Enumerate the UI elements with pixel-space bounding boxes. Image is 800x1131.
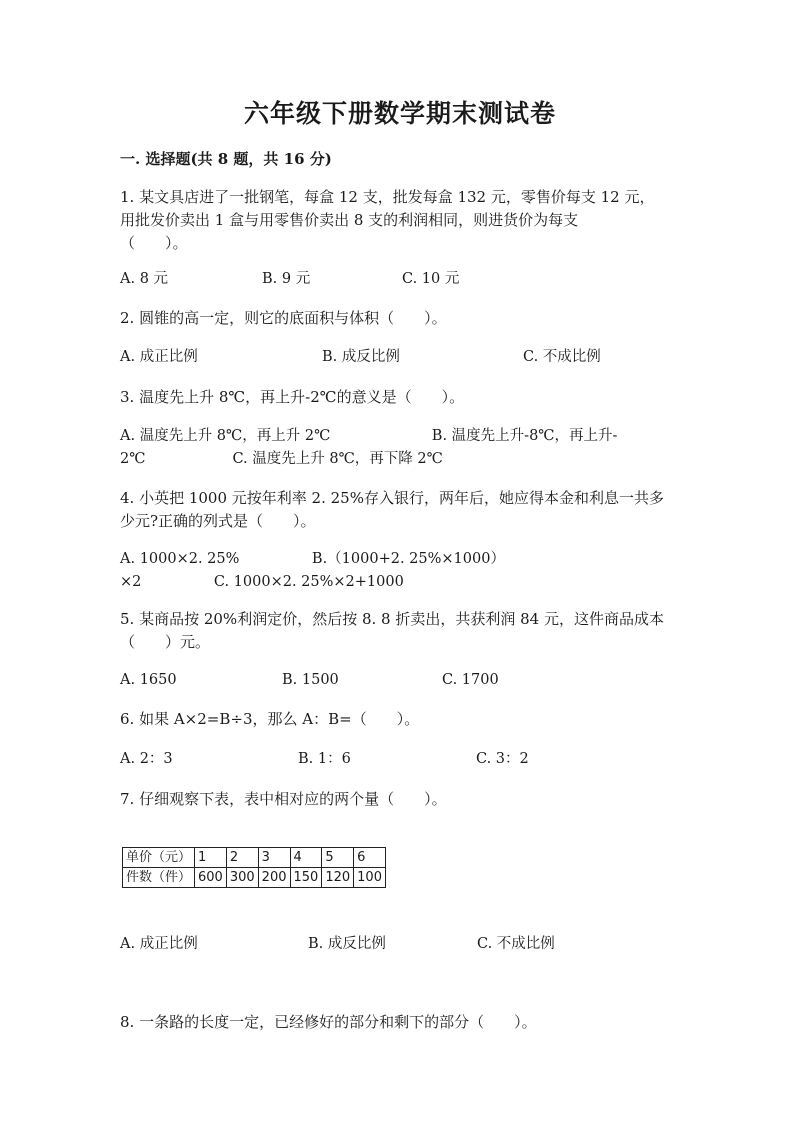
page-title: 六年级下册数学期末测试卷 (243, 99, 556, 128)
question-3-options (120, 425, 660, 471)
option-a[interactable]: A. 成正比例 (120, 349, 198, 365)
table-cell: 6 (354, 848, 386, 868)
question-line: 少元?正确的列式是（ ）。 (120, 512, 316, 530)
table-cell: 1 (195, 848, 227, 868)
question-line: 4. 小英把 1000 元按年利率 2. 25%存入银行，两年后，她应得本金和利息一共多 (120, 489, 664, 507)
table-row (123, 848, 386, 868)
question-line: 7. 仔细观察下表，表中相对应的两个量（ ）。 (120, 790, 447, 808)
option-line[interactable]: A. 温度先上升 8℃，再上升 2℃ B. 温度先上升-8℃，再上升- (120, 428, 618, 444)
option-a[interactable]: A. 成正比例 (120, 936, 198, 952)
option-b[interactable]: B. 成反比例 (322, 349, 400, 365)
option-a[interactable]: A. 2：3 (120, 751, 173, 767)
option-line[interactable]: 2℃ C. 温度先上升 8℃，再下降 2℃ (120, 451, 443, 467)
option-b[interactable]: B. 成反比例 (308, 936, 386, 952)
option-a[interactable]: A. 1650 (120, 672, 177, 688)
table-cell: 120 (322, 868, 354, 888)
question-2 (120, 307, 680, 330)
option-c[interactable]: C. 不成比例 (477, 936, 555, 952)
table-cell: 200 (258, 868, 290, 888)
question-line: 1. 某文具店进了一批钢笔，每盒 12 支，批发每盒 132 元，零售价每支 12 元， (120, 188, 655, 206)
question-6 (120, 708, 680, 731)
table-cell: 5 (322, 848, 354, 868)
question-line: （ ）。 (120, 234, 188, 252)
option-c[interactable]: C. 1700 (442, 672, 499, 688)
table-cell: 100 (354, 868, 386, 888)
table-row (123, 868, 386, 888)
question-line: 8. 一条路的长度一定，已经修好的部分和剩下的部分（ ）。 (120, 1013, 537, 1031)
price-quantity-table (122, 847, 386, 888)
question-line: 用批发价卖出 1 盒与用零售价卖出 8 支的利润相同，则进货价为每支 (120, 211, 579, 229)
question-8 (120, 1011, 680, 1034)
table-cell: 单价（元） (123, 848, 195, 868)
question-line: 2. 圆锥的高一定，则它的底面积与体积（ ）。 (120, 309, 447, 327)
question-line: 5. 某商品按 20%利润定价，然后按 8. 8 折卖出，共获利润 84 元，这件商品成本 (120, 610, 664, 628)
option-line[interactable]: ×2 C. 1000×2. 25%×2+1000 (120, 574, 404, 590)
section-heading: 一. 选择题(共 8 题，共 16 分) (120, 150, 332, 168)
option-c[interactable]: C. 3：2 (476, 751, 529, 767)
option-c[interactable]: C. 不成比例 (523, 349, 601, 365)
question-4-options (120, 548, 660, 594)
option-line[interactable]: A. 1000×2. 25% B.（1000+2. 25%×1000） (120, 551, 505, 567)
option-b[interactable]: B. 1500 (282, 672, 339, 688)
question-line: 3. 温度先上升 8℃，再上升-2℃的意义是（ ）。 (120, 388, 465, 406)
table-cell: 4 (290, 848, 322, 868)
table-cell: 件数（件） (123, 868, 195, 888)
question-4 (120, 487, 680, 533)
table-cell: 300 (226, 868, 258, 888)
table-cell: 2 (226, 848, 258, 868)
table-cell: 600 (195, 868, 227, 888)
table-cell: 3 (258, 848, 290, 868)
option-b[interactable]: B. 1：6 (298, 751, 351, 767)
question-line: （ ）元。 (120, 633, 211, 651)
option-a[interactable]: A. 8 元 (120, 271, 169, 287)
question-line: 6. 如果 A×2=B÷3，那么 A：B=（ ）。 (120, 710, 420, 728)
table-cell: 150 (290, 868, 322, 888)
option-b[interactable]: B. 9 元 (262, 271, 311, 287)
option-c[interactable]: C. 10 元 (402, 271, 460, 287)
question-5 (120, 608, 680, 654)
question-7 (120, 788, 680, 811)
question-1 (120, 186, 680, 255)
question-3 (120, 386, 680, 409)
